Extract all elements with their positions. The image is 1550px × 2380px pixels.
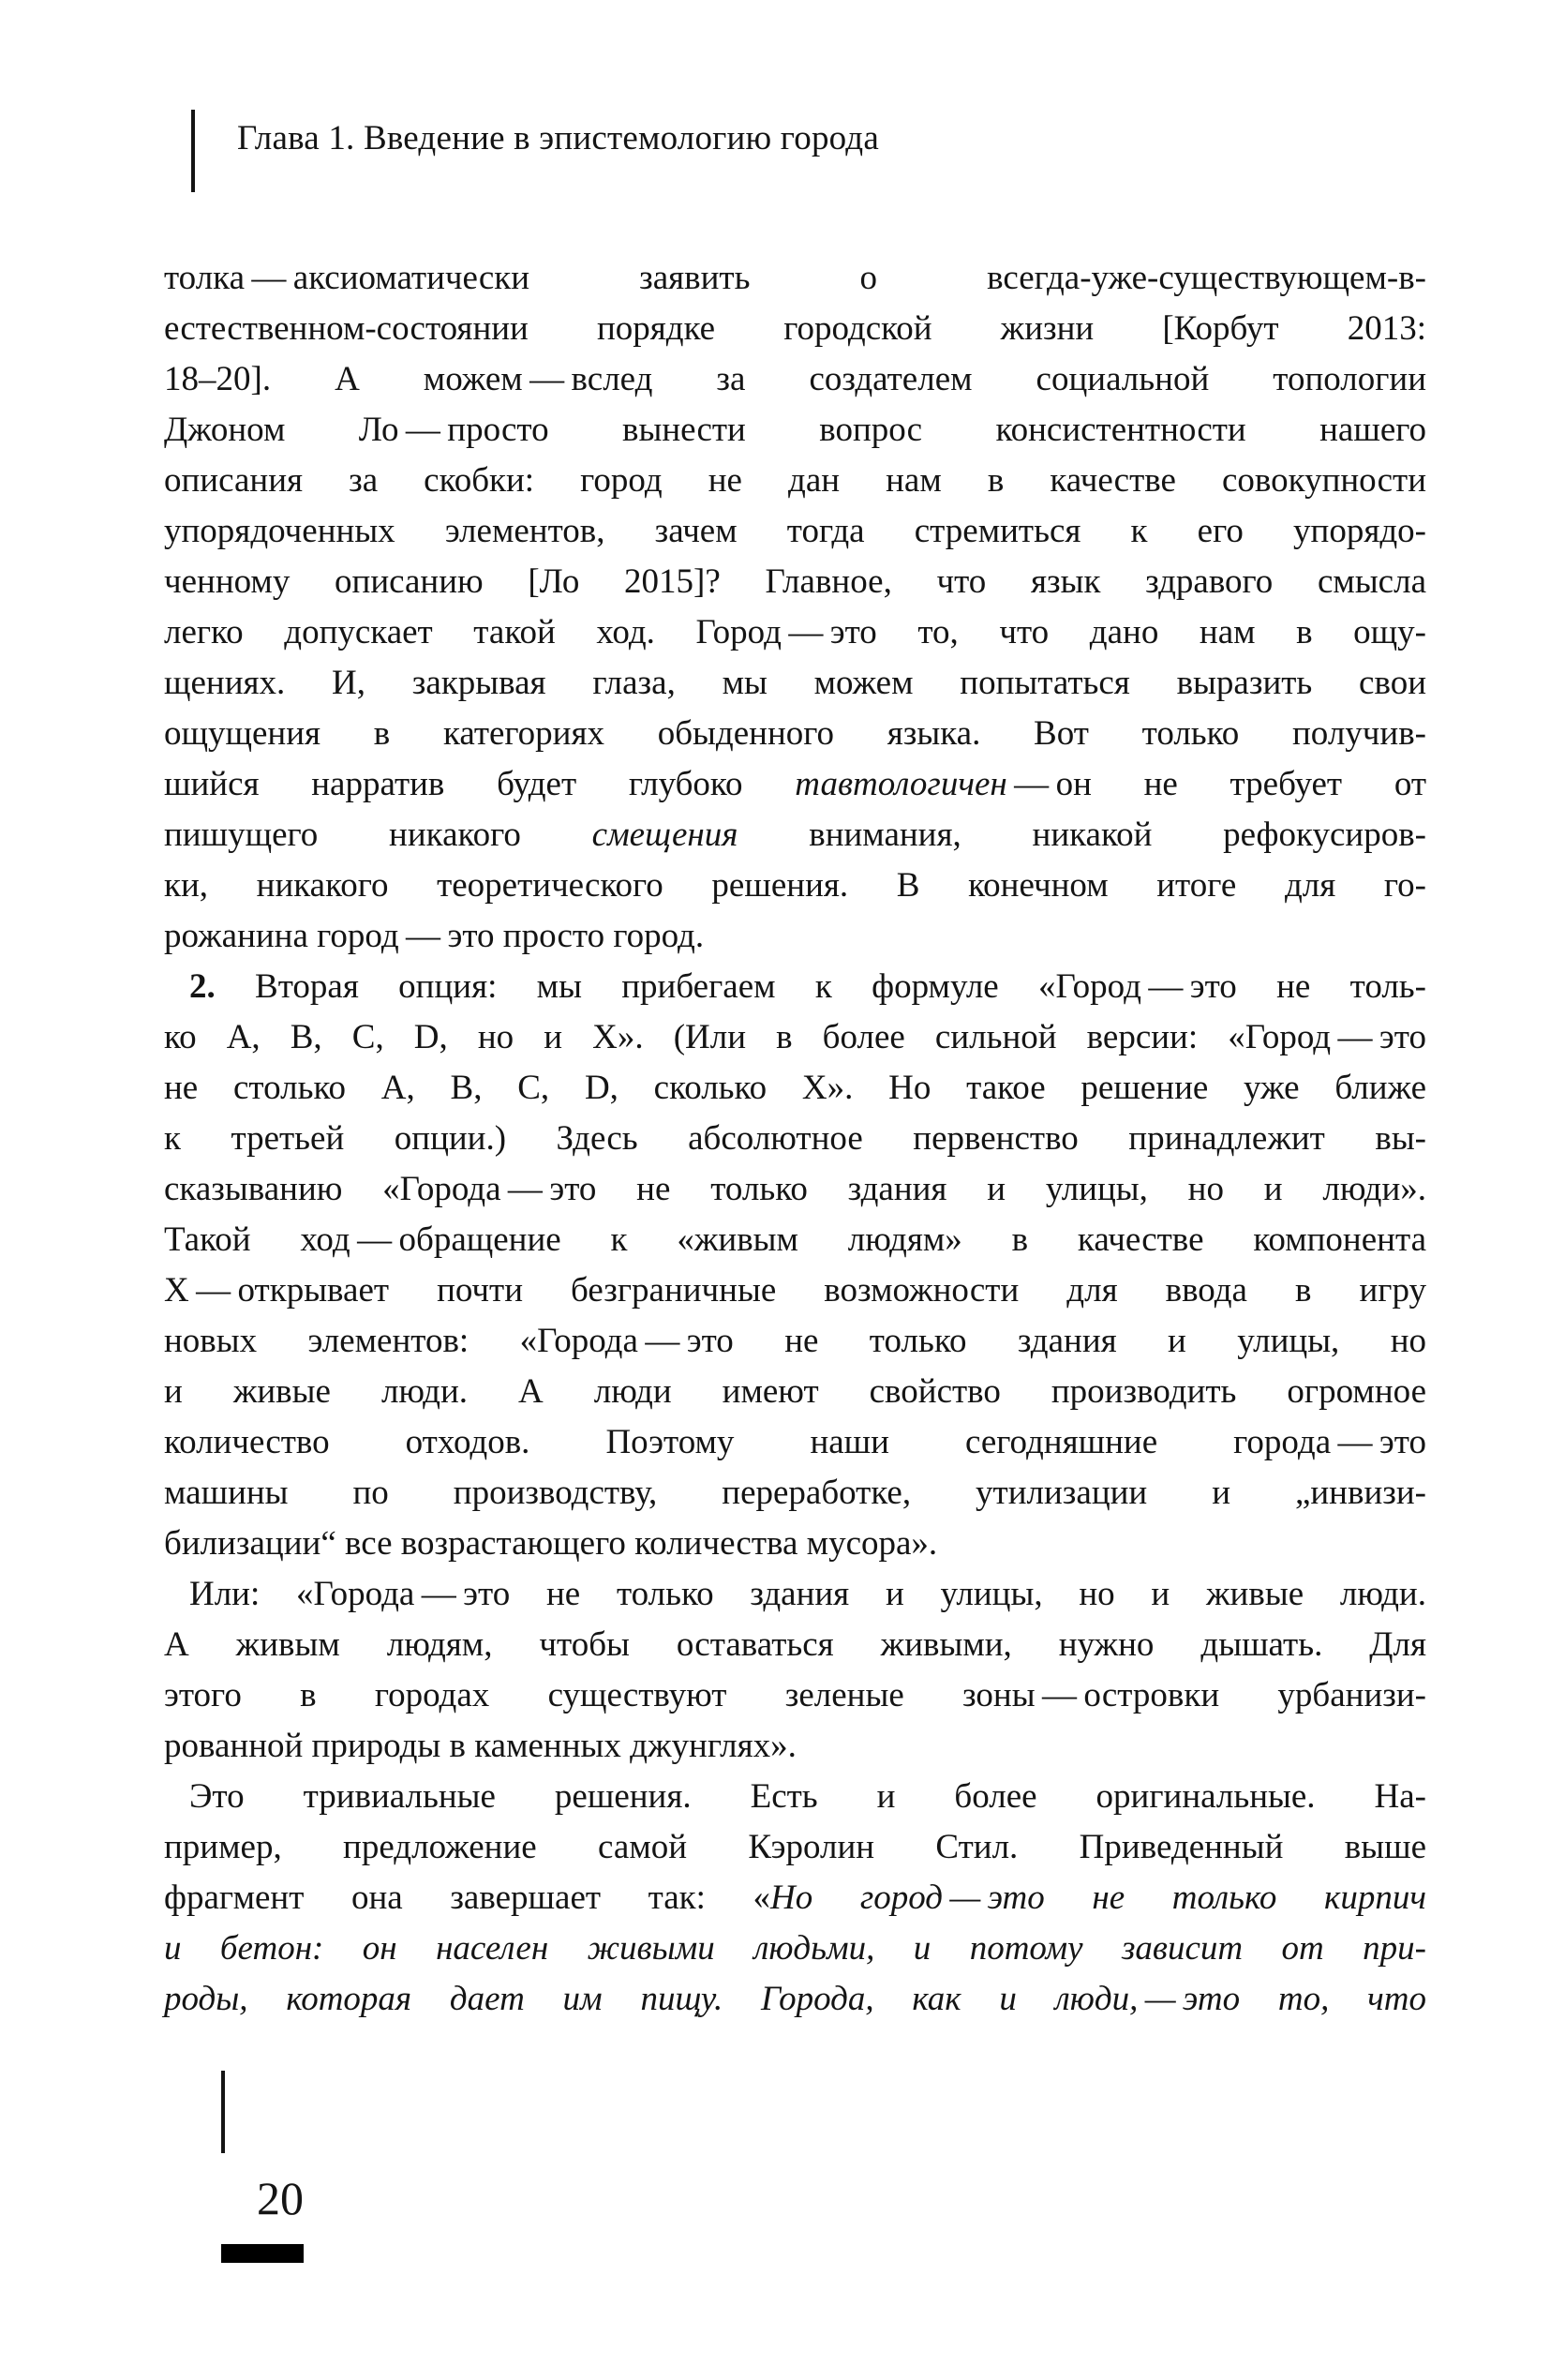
italic-text: тавтологичен: [795, 765, 1007, 803]
text-segment: этого в городах существуют зеленые зоны — островки урбанизи-: [164, 1676, 1426, 1714]
body-text: [164, 253, 1426, 2025]
paragraph: [164, 1772, 1426, 2025]
text-line: [164, 861, 1426, 911]
text-segment: рованной природы в каменных джунглях».: [164, 1727, 797, 1765]
text-segment: ки, никакого теоретического решения. В конечном итоге для го-: [164, 866, 1426, 905]
text-segment: 18–20]. А можем — вслед за создателем социальной топологии: [164, 360, 1426, 398]
text-line: [164, 354, 1426, 405]
text-line: [164, 1265, 1426, 1316]
text-line: [164, 1822, 1426, 1873]
text-segment: легко допускает такой ход. Город — это то, что дано нам в ощу-: [164, 613, 1426, 651]
text-segment: упорядоченных элементов, зачем тогда стремиться к его упорядо-: [164, 512, 1426, 550]
text-segment: рожанина город — это просто город.: [164, 917, 705, 955]
text-line: [164, 1721, 1426, 1772]
running-head-chapter-title: Глава 1. Введение в эпистемологию города: [237, 119, 879, 157]
text-line: [164, 253, 1426, 304]
text-line: [164, 709, 1426, 759]
text-segment: к третьей опции.) Здесь абсолютное первенство принадлежит вы-: [164, 1119, 1426, 1158]
text-line: [164, 1873, 1426, 1923]
text-segment: — он не требует от: [1006, 765, 1427, 803]
text-segment: Это тривиальные решения. Есть и более оригинальные. На-: [189, 1777, 1426, 1816]
paragraph: [164, 1569, 1426, 1772]
running-head-rule: [191, 110, 195, 192]
text-segment: X — открывает почти безграничные возможности для ввода в игру: [164, 1271, 1426, 1310]
text-line: [164, 456, 1426, 506]
paragraph: [164, 962, 1426, 1569]
text-segment: пример, предложение самой Кэролин Стил. Приведенный выше: [164, 1828, 1426, 1866]
text-line: [164, 1215, 1426, 1265]
text-line: [164, 1417, 1426, 1468]
text-segment: естественном-состоянии порядке городской жизни [Корбут 2013:: [164, 309, 1426, 348]
text-segment: пишущего никакого: [164, 816, 592, 854]
text-segment: щениях. И, закрывая глаза, мы можем попытаться выразить свои: [164, 664, 1426, 702]
text-segment: ощущения в категориях обыденного языка. Вот только получив-: [164, 714, 1426, 753]
text-line: [164, 1063, 1426, 1114]
text-segment: А живым людям, чтобы оставаться живыми, нужно дышать. Для: [164, 1625, 1426, 1664]
text-line: [164, 1367, 1426, 1417]
text-segment: Такой ход — обращение к «живым людям» в качестве компонента: [164, 1220, 1426, 1259]
text-line: [164, 1772, 1426, 1822]
text-segment: Джоном Ло — просто вынести вопрос консистентности нашего: [164, 411, 1426, 449]
text-line: [164, 1164, 1426, 1215]
text-line: [164, 810, 1426, 861]
text-segment: не столько A, B, C, D, сколько X». Но такое решение уже ближе: [164, 1069, 1426, 1107]
text-line: [164, 658, 1426, 709]
text-segment: сказыванию «Города — это не только здания и улицы, но и люди».: [164, 1170, 1426, 1208]
text-line: [164, 1974, 1426, 2025]
bold-text: 2.: [189, 967, 216, 1006]
text-segment: описания за скобки: город не дан нам в качестве совокупности: [164, 461, 1426, 500]
text-line: [164, 1114, 1426, 1164]
text-line: [164, 607, 1426, 658]
text-segment: и живые люди. А люди имеют свойство производить огромное: [164, 1372, 1426, 1411]
text-line: [164, 962, 1426, 1012]
text-line: [164, 405, 1426, 456]
italic-text: Но город — это не только кирпич: [770, 1879, 1426, 1917]
footer-rule: [221, 2071, 225, 2153]
text-line: [164, 1316, 1426, 1367]
text-line: [164, 506, 1426, 557]
text-segment: ченному описанию [Ло 2015]? Главное, что язык здравого смысла: [164, 562, 1426, 601]
text-line: [164, 911, 1426, 962]
text-line: [164, 1620, 1426, 1670]
text-segment: количество отходов. Поэтому наши сегодняшние города — это: [164, 1423, 1426, 1461]
italic-text: и бетон: он населен живыми людьми, и потому зависит от при-: [164, 1929, 1426, 1968]
text-line: [164, 1468, 1426, 1519]
text-line: [164, 1012, 1426, 1063]
italic-text: роды, которая дает им пищу. Города, как и люди, — это то, что: [164, 1980, 1426, 2018]
text-segment: толка — аксиоматически заявить о всегда-уже-существующем-в-: [164, 259, 1426, 297]
text-segment: ко A, B, C, D, но и X». (Или в более сильной версии: «Город — это: [164, 1018, 1426, 1056]
text-line: [164, 1569, 1426, 1620]
text-line: [164, 557, 1426, 607]
text-segment: фрагмент она завершает так: «: [164, 1879, 771, 1917]
text-segment: Вторая опция: мы прибегаем к формуле «Город — это не толь-: [215, 967, 1426, 1006]
paragraph: [164, 253, 1426, 962]
text-segment: машины по производству, переработке, утилизации и „инвизи-: [164, 1474, 1426, 1512]
text-segment: новых элементов: «Города — это не только здания и улицы, но: [164, 1322, 1426, 1360]
text-segment: Или: «Города — это не только здания и улицы, но и живые люди.: [189, 1575, 1426, 1613]
text-line: [164, 1670, 1426, 1721]
text-line: [164, 1923, 1426, 1974]
page-number: 20: [257, 2172, 304, 2224]
text-segment: шийся нарратив будет глубоко: [164, 765, 796, 803]
footer-ink-block: [221, 2244, 304, 2263]
italic-text: смещения: [591, 816, 738, 854]
text-segment: билизации“ все возрастающего количества мусора».: [164, 1524, 938, 1563]
text-segment: внимания, никакой рефокусиров-: [738, 816, 1426, 854]
text-line: [164, 759, 1426, 810]
text-line: [164, 1519, 1426, 1569]
text-line: [164, 304, 1426, 354]
